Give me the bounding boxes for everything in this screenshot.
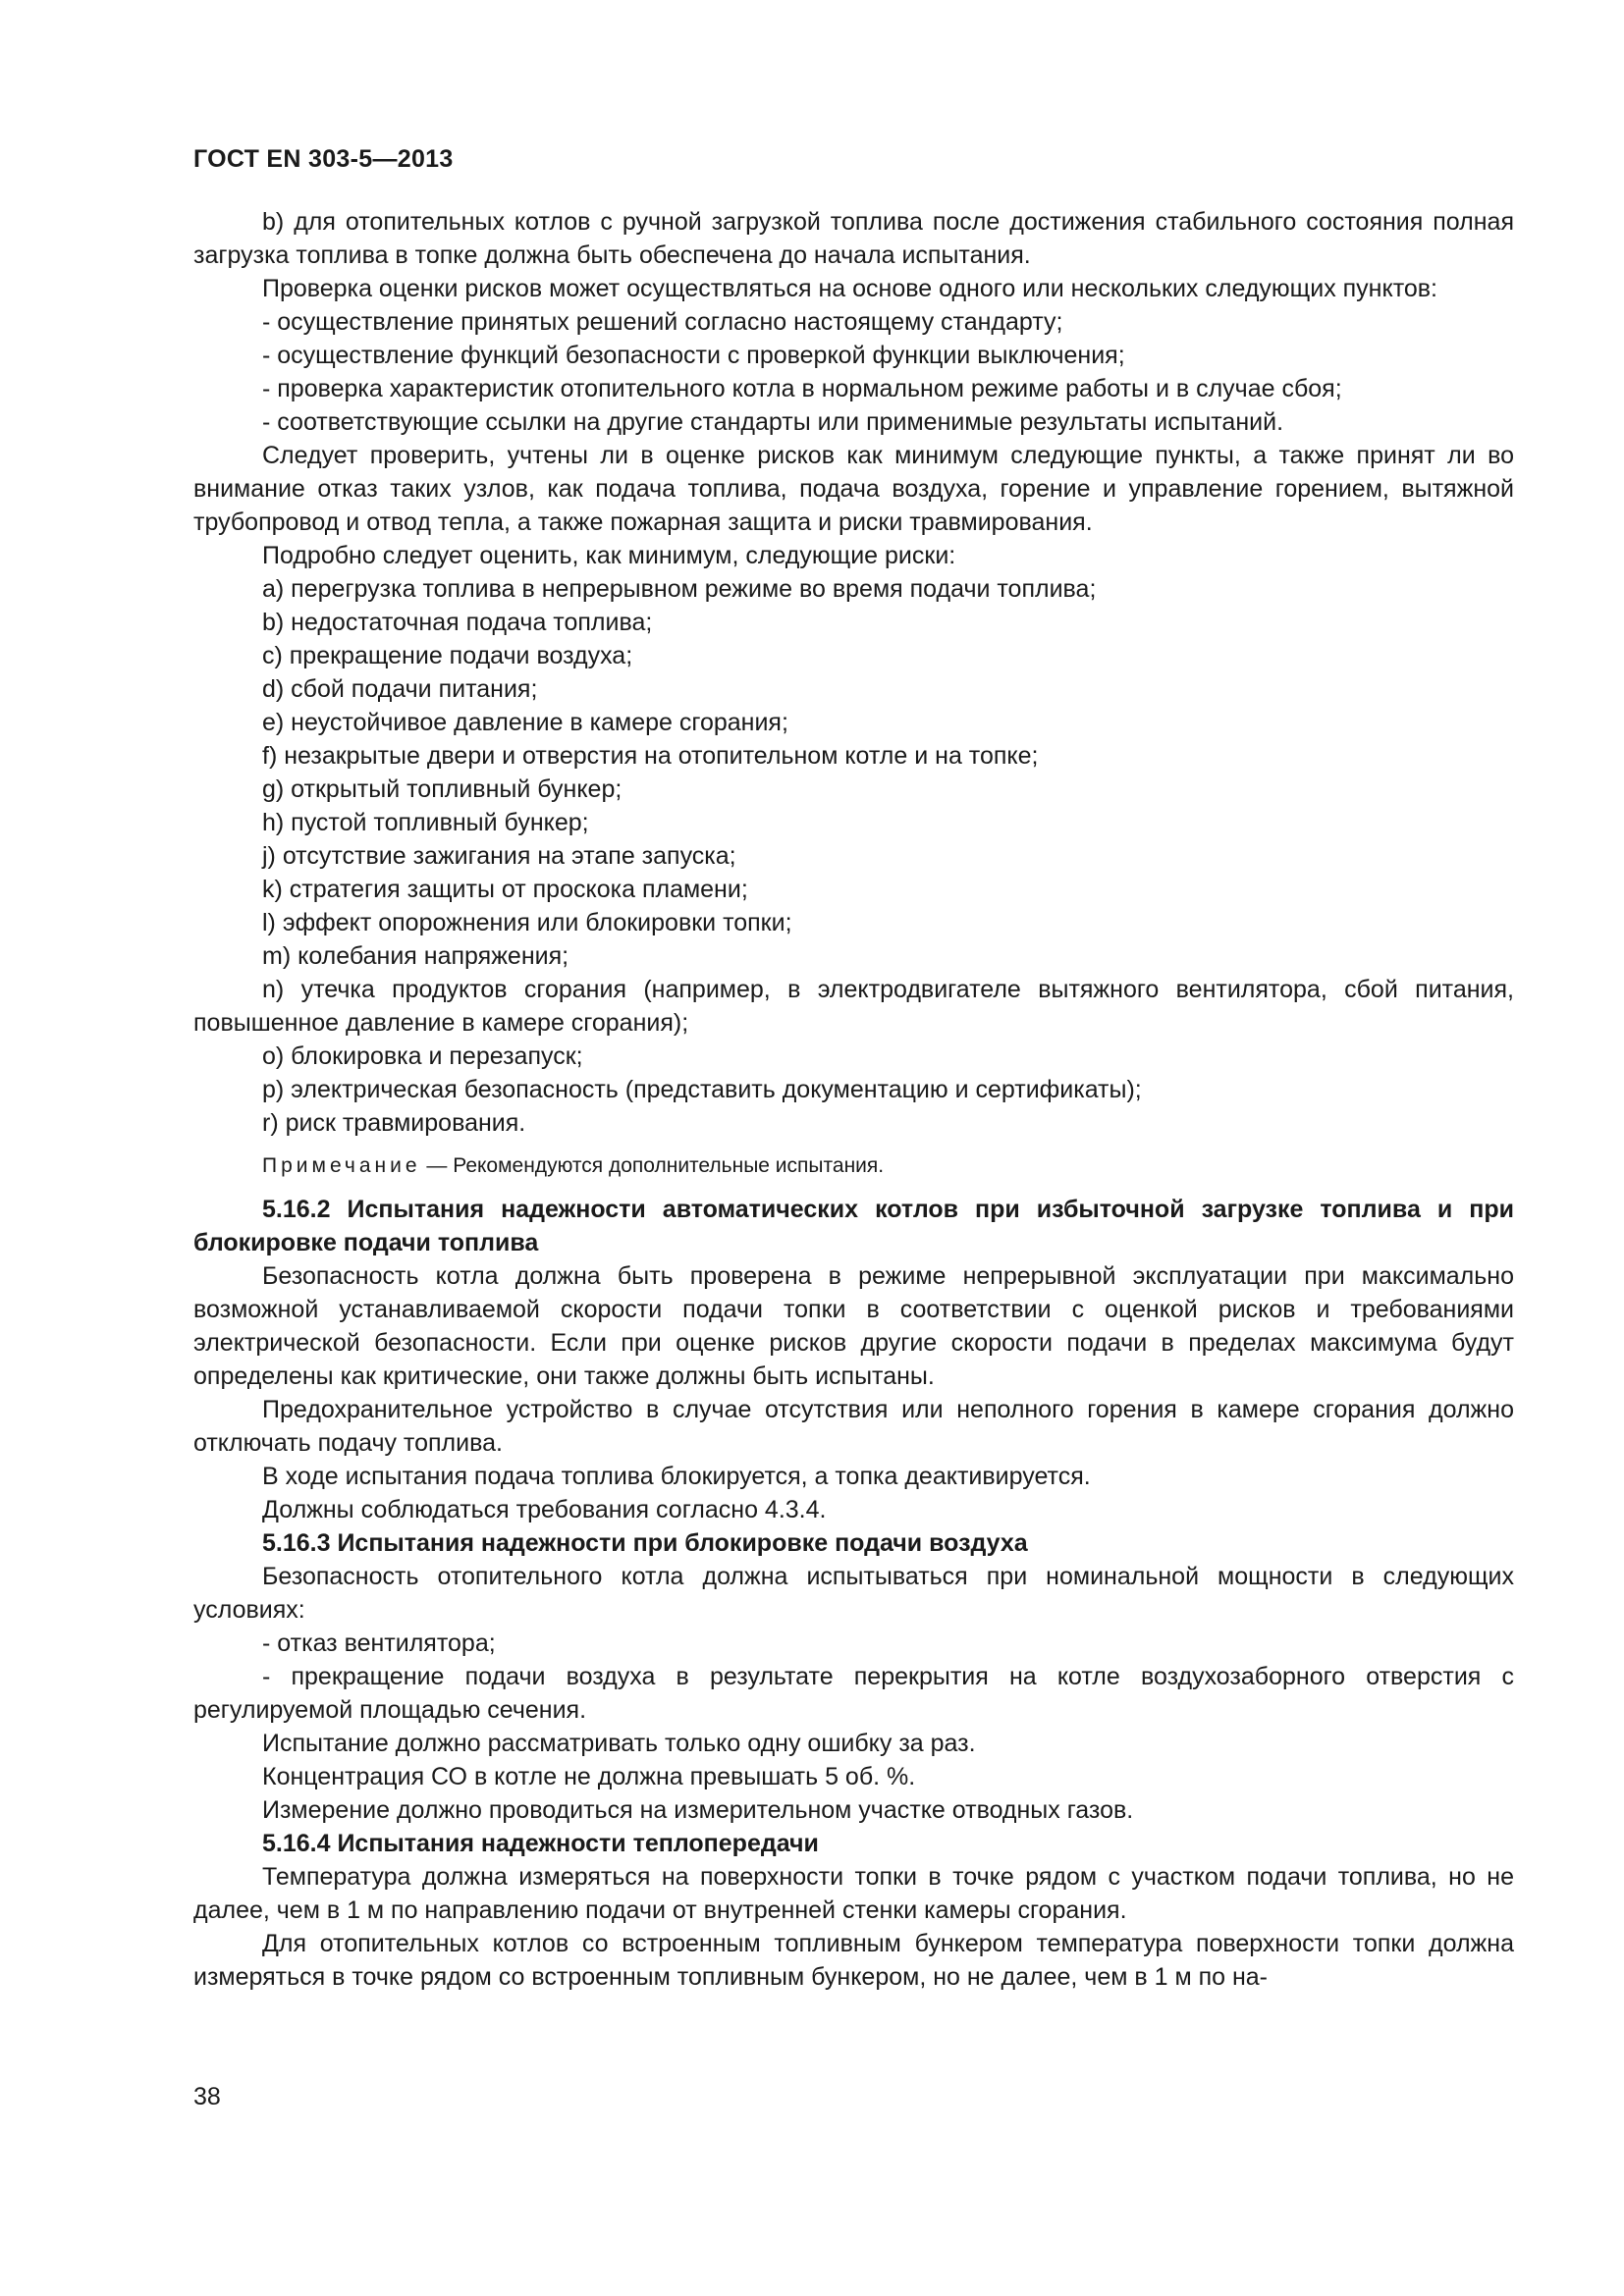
list-item: - проверка характеристик отопительного котла в нормальном режиме работы и в случае сбоя; (262, 375, 1342, 402)
paragraph: Безопасность отопительного котла должна испытываться при номинальной мощности в следующих условиях: (193, 1563, 1514, 1624)
section-heading-5-16-4: 5.16.4 Испытания надежности теплопередачи (262, 1830, 819, 1857)
paragraph: Испытание должно рассматривать только одну ошибку за раз. (262, 1730, 976, 1757)
risk-item: k) стратегия защиты от проскока пламени; (262, 876, 748, 903)
page-body (193, 145, 1514, 1994)
paragraph: Предохранительное устройство в случае отсутствия или неполного горения в камере сгорания должно отключать подачу топлива. (193, 1396, 1514, 1457)
list-item: - осуществление функций безопасности с проверкой функции выключения; (262, 342, 1125, 369)
paragraph: Измерение должно проводиться на измерительном участке отводных газов. (262, 1796, 1134, 1824)
page-number: 38 (193, 2083, 221, 2110)
paragraph: Подробно следует оценить, как минимум, следующие риски: (262, 542, 956, 569)
section-heading-5-16-3: 5.16.3 Испытания надежности при блокировке подачи воздуха (262, 1529, 1028, 1557)
risk-item: b) недостаточная подача топлива; (262, 609, 653, 636)
paragraph: Для отопительных котлов со встроенным топливным бункером температура поверхности топки должна измеряться в точке рядом со встроенным топливным бункером, но не далее, чем в 1 м по на- (193, 1930, 1514, 1991)
risk-item: a) перегрузка топлива в непрерывном режиме во время подачи топлива; (262, 575, 1097, 603)
paragraph: Проверка оценки рисков может осуществляться на основе одного или нескольких следующих пунктов: (262, 275, 1437, 302)
paragraph: Следует проверить, учтены ли в оценке рисков как минимум следующие пункты, а также принят ли во внимание отказ таких узлов, как подача топлива, подача воздуха, горение и управление горением, вытяжной трубопровод и отвод тепла, а также пожарная защита и риски травмирования. (193, 442, 1514, 536)
risk-item: e) неустойчивое давление в камере сгорания; (262, 709, 788, 736)
risk-item: p) электрическая безопасность (представить документацию и сертификаты); (262, 1076, 1142, 1103)
risk-item: f) незакрытые двери и отверстия на отопительном котле и на топке; (262, 742, 1039, 770)
risk-item: j) отсутствие зажигания на этапе запуска; (262, 842, 736, 870)
risk-item: d) сбой подачи питания; (262, 675, 538, 703)
note-label: Примечание (262, 1154, 421, 1177)
list-item: - осуществление принятых решений согласно настоящему стандарту; (262, 308, 1063, 336)
risk-item: c) прекращение подачи воздуха; (262, 642, 633, 669)
risk-item: g) открытый топливный бункер; (262, 775, 623, 803)
note-text: — Рекомендуются дополнительные испытания. (420, 1154, 885, 1177)
paragraph: b) для отопительных котлов с ручной загрузкой топлива после достижения стабильного состояния полная загрузка топлива в топке должна быть обеспечена до начала испытания. (193, 208, 1514, 269)
section-heading-5-16-2: 5.16.2 Испытания надежности автоматических котлов при избыточной загрузке топлива и при блокировке подачи топлива (193, 1196, 1514, 1256)
risk-item: o) блокировка и перезапуск; (262, 1042, 583, 1070)
paragraph: Должны соблюдаться требования согласно 4.3.4. (262, 1496, 827, 1523)
list-item: - соответствующие ссылки на другие стандарты или применимые результаты испытаний. (262, 408, 1284, 436)
paragraph: Температура должна измеряться на поверхности топки в точке рядом с участком подачи топлива, но не далее, чем в 1 м по направлению подачи от внутренней стенки камеры сгорания. (193, 1863, 1514, 1924)
paragraph: Концентрация СО в котле не должна превышать 5 об. %. (262, 1763, 916, 1790)
list-item: - отказ вентилятора; (262, 1629, 496, 1657)
risk-item: h) пустой топливный бункер; (262, 809, 589, 836)
risk-item: r) риск травмирования. (262, 1109, 526, 1137)
paragraph: В ходе испытания подача топлива блокируется, а топка деактивируется. (262, 1463, 1091, 1490)
note (193, 1151, 1514, 1181)
risk-item: l) эффект опорожнения или блокировки топки; (262, 909, 792, 936)
risk-item: n) утечка продуктов сгорания (например, в электродвигателе вытяжного вентилятора, сбой питания, повышенное давление в камере сгорания); (193, 976, 1514, 1037)
risk-item: m) колебания напряжения; (262, 942, 569, 970)
document-code-header: ГОСТ EN 303-5—2013 (193, 145, 454, 173)
list-item: - прекращение подачи воздуха в результате перекрытия на котле воздухозаборного отверстия с регулируемой площадью сечения. (193, 1663, 1514, 1724)
paragraph: Безопасность котла должна быть проверена в режиме непрерывной эксплуатации при максимально возможной устанавливаемой скорости подачи топки в соответствии с оценкой рисков и требованиями электрической безопасности. Если при оценке рисков другие скорости подачи в пределах максимума будут определены как критические, они также должны быть испытаны. (193, 1262, 1514, 1390)
